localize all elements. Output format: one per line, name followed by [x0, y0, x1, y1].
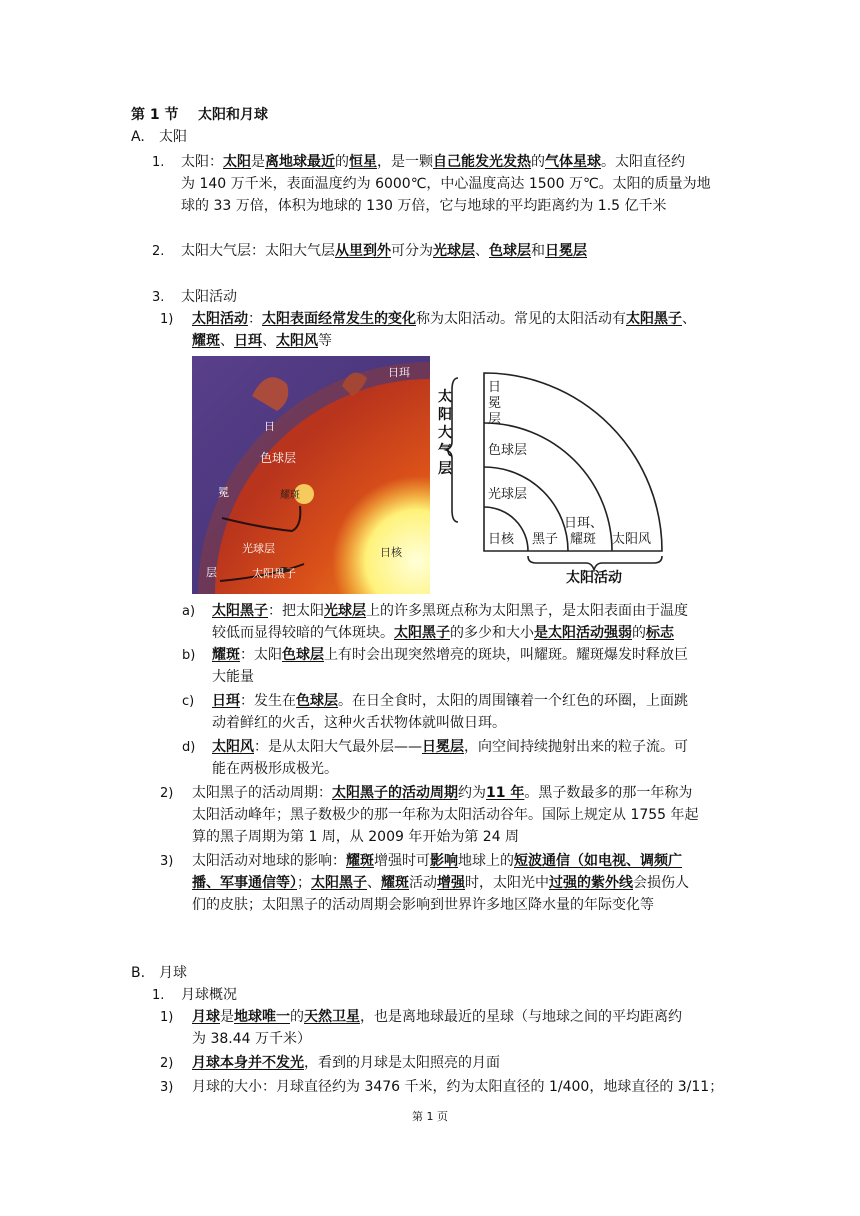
- emph-run: 影响: [430, 853, 458, 869]
- text-run: 的: [531, 154, 545, 170]
- emph-run: 日冕层: [545, 243, 587, 259]
- sub-letter: d): [182, 740, 196, 755]
- sunspot-cycle-line3: 算的黑子周期为第 1 周，从 2009 年开始为第 24 周: [192, 829, 520, 845]
- emph-run: 地球唯一: [234, 1009, 290, 1025]
- emph-run: 短波通信（如电视、调频广: [514, 853, 682, 869]
- item-number: 1.: [152, 155, 165, 170]
- text-run: 上有时会出现突然增亮的斑块，叫耀斑。耀斑爆发时释放巨: [324, 647, 688, 663]
- emph-run: 天然卫星: [304, 1009, 360, 1025]
- text-run: 、: [262, 333, 276, 349]
- diagram-label-atmosphere: 层: [438, 461, 452, 477]
- sunspot-cycle-line1: [192, 782, 692, 804]
- emph-run: 日珥: [212, 693, 240, 709]
- solar-wind-line2: 能在两极形成极光。: [212, 761, 338, 777]
- sun-definition-line2: 为 140 万千米，表面温度约为 6000℃，中心温度高达 1500 万℃。太阳的质量为地: [181, 176, 711, 192]
- moon-satellite-line2: 为 38.44 万千米）: [192, 1031, 311, 1047]
- earth-impact-line3: 们的皮肤；太阳黑子的活动周期会影响到世界许多地区降水量的年际变化等: [192, 897, 654, 913]
- emph-run: 太阳黑子: [311, 875, 367, 891]
- sunspot-line1: [212, 600, 688, 622]
- text-run: 活动: [409, 875, 437, 891]
- earth-impact-line2: [192, 872, 689, 894]
- photo-label-corona: 冕: [218, 486, 229, 499]
- photo-label-chromosphere: 色球层: [260, 451, 297, 465]
- emph-run: 自己能发光发热: [433, 154, 531, 170]
- sun-definition-line1: [181, 151, 685, 173]
- sub-letter: a): [182, 604, 196, 619]
- text-run: 的多少和大小: [450, 625, 534, 641]
- diagram-label-solar-wind: 太阳风: [612, 532, 652, 547]
- diagram-label-corona: 层: [488, 412, 502, 427]
- emph-run: 离地球最近: [265, 154, 335, 170]
- emph-run: 过强的紫外线: [549, 875, 633, 891]
- sub-number: 1): [160, 1010, 174, 1025]
- text-run: 太阳黑子的活动周期：: [192, 785, 332, 801]
- section-title: 太阳和月球: [198, 107, 268, 123]
- text-run: ，向空间持续抛射出来的粒子流。可: [464, 739, 688, 755]
- text-run: 是: [220, 1009, 234, 1025]
- part-a-marker: A.: [131, 129, 145, 145]
- emph-run: 色球层: [282, 647, 324, 663]
- text-run: 的: [632, 625, 646, 641]
- diagram-label-atmosphere: 太: [438, 389, 452, 405]
- photo-label-prominence: 日珥: [388, 366, 410, 379]
- part-a-heading: 太阳: [159, 129, 187, 145]
- prominence-line2: 动着鲜红的火舌，这种火舌状物体就叫做日珥。: [212, 715, 506, 731]
- text-run: 可分为: [391, 243, 433, 259]
- photo-label-corona: 日: [264, 420, 275, 433]
- text-run: ；: [297, 875, 311, 891]
- text-run: ：发生在: [240, 693, 296, 709]
- text-run: ：太阳: [240, 647, 282, 663]
- photo-label-core: 日核: [380, 546, 402, 559]
- sub-number: 1): [160, 312, 174, 327]
- diagram-label-flare: 耀斑: [570, 532, 597, 547]
- page-footer: 第 1 页: [412, 1110, 448, 1123]
- prominence-line1: [212, 690, 688, 712]
- text-run: 上的许多黑斑点称为太阳黑子，是太阳表面由于温度: [366, 603, 688, 619]
- text-run: 和: [531, 243, 545, 259]
- text-run: 太阳：: [181, 154, 223, 170]
- text-run: 会损伤人: [633, 875, 689, 891]
- sub-letter: b): [182, 648, 196, 663]
- text-run: ，看到的月球是太阳照亮的月面: [304, 1055, 500, 1071]
- moon-overview-heading: 月球概况: [181, 987, 237, 1003]
- flare-line1: [212, 644, 688, 666]
- item-number: 2.: [152, 244, 165, 259]
- emph-run: 光球层: [433, 243, 475, 259]
- item-number: 3.: [152, 290, 165, 305]
- moon-light-line: [192, 1052, 500, 1074]
- diagram-label-atmosphere: 气: [438, 443, 452, 459]
- diagram-label-atmosphere: 大: [438, 425, 452, 441]
- emph-run: 是太阳活动强弱: [534, 625, 632, 641]
- emph-run: 太阳风: [212, 739, 254, 755]
- text-run: 约为: [458, 785, 486, 801]
- part-b-heading: 月球: [159, 965, 187, 981]
- sunspot-line2: [212, 622, 674, 644]
- solar-wind-line1: [212, 736, 688, 758]
- sunspot-cycle-line2: 太阳活动峰年；黑子数极少的那一年称为太阳活动谷年。国际上规定从 1755 年起: [192, 807, 699, 823]
- sub-letter: c): [182, 694, 195, 709]
- sun-definition-line3: 球的 33 万倍，体积为地球的 130 万倍，它与地球的平均距离约为 1.5 亿千米: [181, 198, 667, 214]
- emph-run: 太阳黑子: [394, 625, 450, 641]
- emph-run: 太阳风: [276, 333, 318, 349]
- text-run: 太阳大气层：太阳大气层: [181, 243, 335, 259]
- photo-label-flare: 耀斑: [280, 490, 300, 501]
- text-run: 的: [290, 1009, 304, 1025]
- diagram-label-corona: 日: [488, 380, 502, 395]
- text-run: ：是从太阳大气最外层——: [254, 739, 422, 755]
- emph-run: 耀斑: [381, 875, 409, 891]
- text-run: 较低而显得较暗的气体斑块。: [212, 625, 394, 641]
- sun-structure-photo: [192, 356, 430, 594]
- diagram-label-atmosphere: 阳: [438, 407, 452, 423]
- emph-run: 耀斑: [212, 647, 240, 663]
- emph-run: 11 年: [486, 785, 525, 801]
- solar-activity-line1: [192, 308, 696, 330]
- emph-run: 耀斑: [346, 853, 374, 869]
- text-run: ：把太阳: [268, 603, 324, 619]
- emph-run: 太阳: [223, 154, 251, 170]
- text-run: 时，太阳光中: [465, 875, 549, 891]
- text-run: ，也是离地球最近的星球（与地球之间的平均距离约: [360, 1009, 682, 1025]
- emph-run: 光球层: [324, 603, 366, 619]
- sub-number: 2): [160, 786, 174, 801]
- diagram-label-prominence: 日珥、: [564, 516, 604, 531]
- part-b-marker: B.: [131, 965, 146, 981]
- text-run: 的: [335, 154, 349, 170]
- photo-label-photosphere: 光球层: [242, 542, 275, 555]
- diagram-label-corona: 冕: [488, 396, 502, 411]
- emph-run: 色球层: [296, 693, 338, 709]
- sub-number: 3): [160, 1080, 174, 1095]
- photo-label-corona: 层: [206, 566, 217, 579]
- emph-run: 太阳表面经常发生的变化: [262, 311, 416, 327]
- emph-run: 日珥: [234, 333, 262, 349]
- emph-run: 太阳黑子: [212, 603, 268, 619]
- text-run: 、: [367, 875, 381, 891]
- diagram-label-photosphere: 光球层: [488, 487, 528, 502]
- text-run: 、: [682, 311, 696, 327]
- diagram-label-activity: 太阳活动: [566, 570, 622, 586]
- emph-run: 太阳黑子: [626, 311, 682, 327]
- item-number: 1.: [152, 988, 165, 1003]
- diagram-label-chromosphere: 色球层: [488, 443, 528, 458]
- emph-run: 从里到外: [335, 243, 391, 259]
- sun-layers-diagram: [436, 360, 670, 586]
- text-run: 、: [220, 333, 234, 349]
- emph-run: 日冕层: [422, 739, 464, 755]
- photo-label-sunspot: 太阳黑子: [252, 567, 296, 580]
- text-run: 等: [318, 333, 332, 349]
- solar-activity-heading: 太阳活动: [181, 289, 237, 305]
- activity-brace: [528, 556, 662, 570]
- flare-line2: 大能量: [212, 669, 254, 685]
- sun-atmosphere-line: [181, 240, 587, 262]
- text-run: 。太阳直径约: [601, 154, 685, 170]
- earth-impact-line1: [192, 850, 682, 872]
- section-number: 第 1 节: [131, 107, 179, 123]
- emph-run: 增强: [437, 875, 465, 891]
- emph-run: 气体星球: [545, 154, 601, 170]
- emph-run: 太阳活动: [192, 311, 248, 327]
- emph-run: 恒星: [349, 154, 377, 170]
- emph-run: 月球本身并不发光: [192, 1055, 304, 1071]
- emph-run: 标志: [646, 625, 674, 641]
- solar-activity-line2: [192, 330, 332, 352]
- emph-run: 播、军事通信等）: [192, 875, 297, 891]
- diagram-label-core: 日核: [488, 532, 515, 547]
- moon-satellite-line1: [192, 1006, 682, 1028]
- emph-run: 耀斑: [192, 333, 220, 349]
- text-run: 。在日全食时，太阳的周围镶着一个红色的环圈，上面跳: [338, 693, 688, 709]
- emph-run: 太阳黑子的活动周期: [332, 785, 458, 801]
- text-run: ：: [248, 311, 262, 327]
- text-run: 太阳活动对地球的影响：: [192, 853, 346, 869]
- emph-run: 色球层: [489, 243, 531, 259]
- emph-run: 月球: [192, 1009, 220, 1025]
- text-run: 称为太阳活动。常见的太阳活动有: [416, 311, 626, 327]
- moon-size-line: 月球的大小：月球直径约为 3476 千米，约为太阳直径的 1/400，地球直径的 3/11；: [192, 1079, 724, 1095]
- text-run: 、: [475, 243, 489, 259]
- diagram-label-sunspot: 黑子: [532, 532, 559, 547]
- sub-number: 2): [160, 1056, 174, 1071]
- text-run: 。黑子数最多的那一年称为: [524, 785, 693, 801]
- sub-number: 3): [160, 854, 174, 869]
- text-run: ，是一颗: [377, 154, 433, 170]
- text-run: 地球上的: [458, 853, 514, 869]
- text-run: 是: [251, 154, 265, 170]
- text-run: 增强时可: [374, 853, 430, 869]
